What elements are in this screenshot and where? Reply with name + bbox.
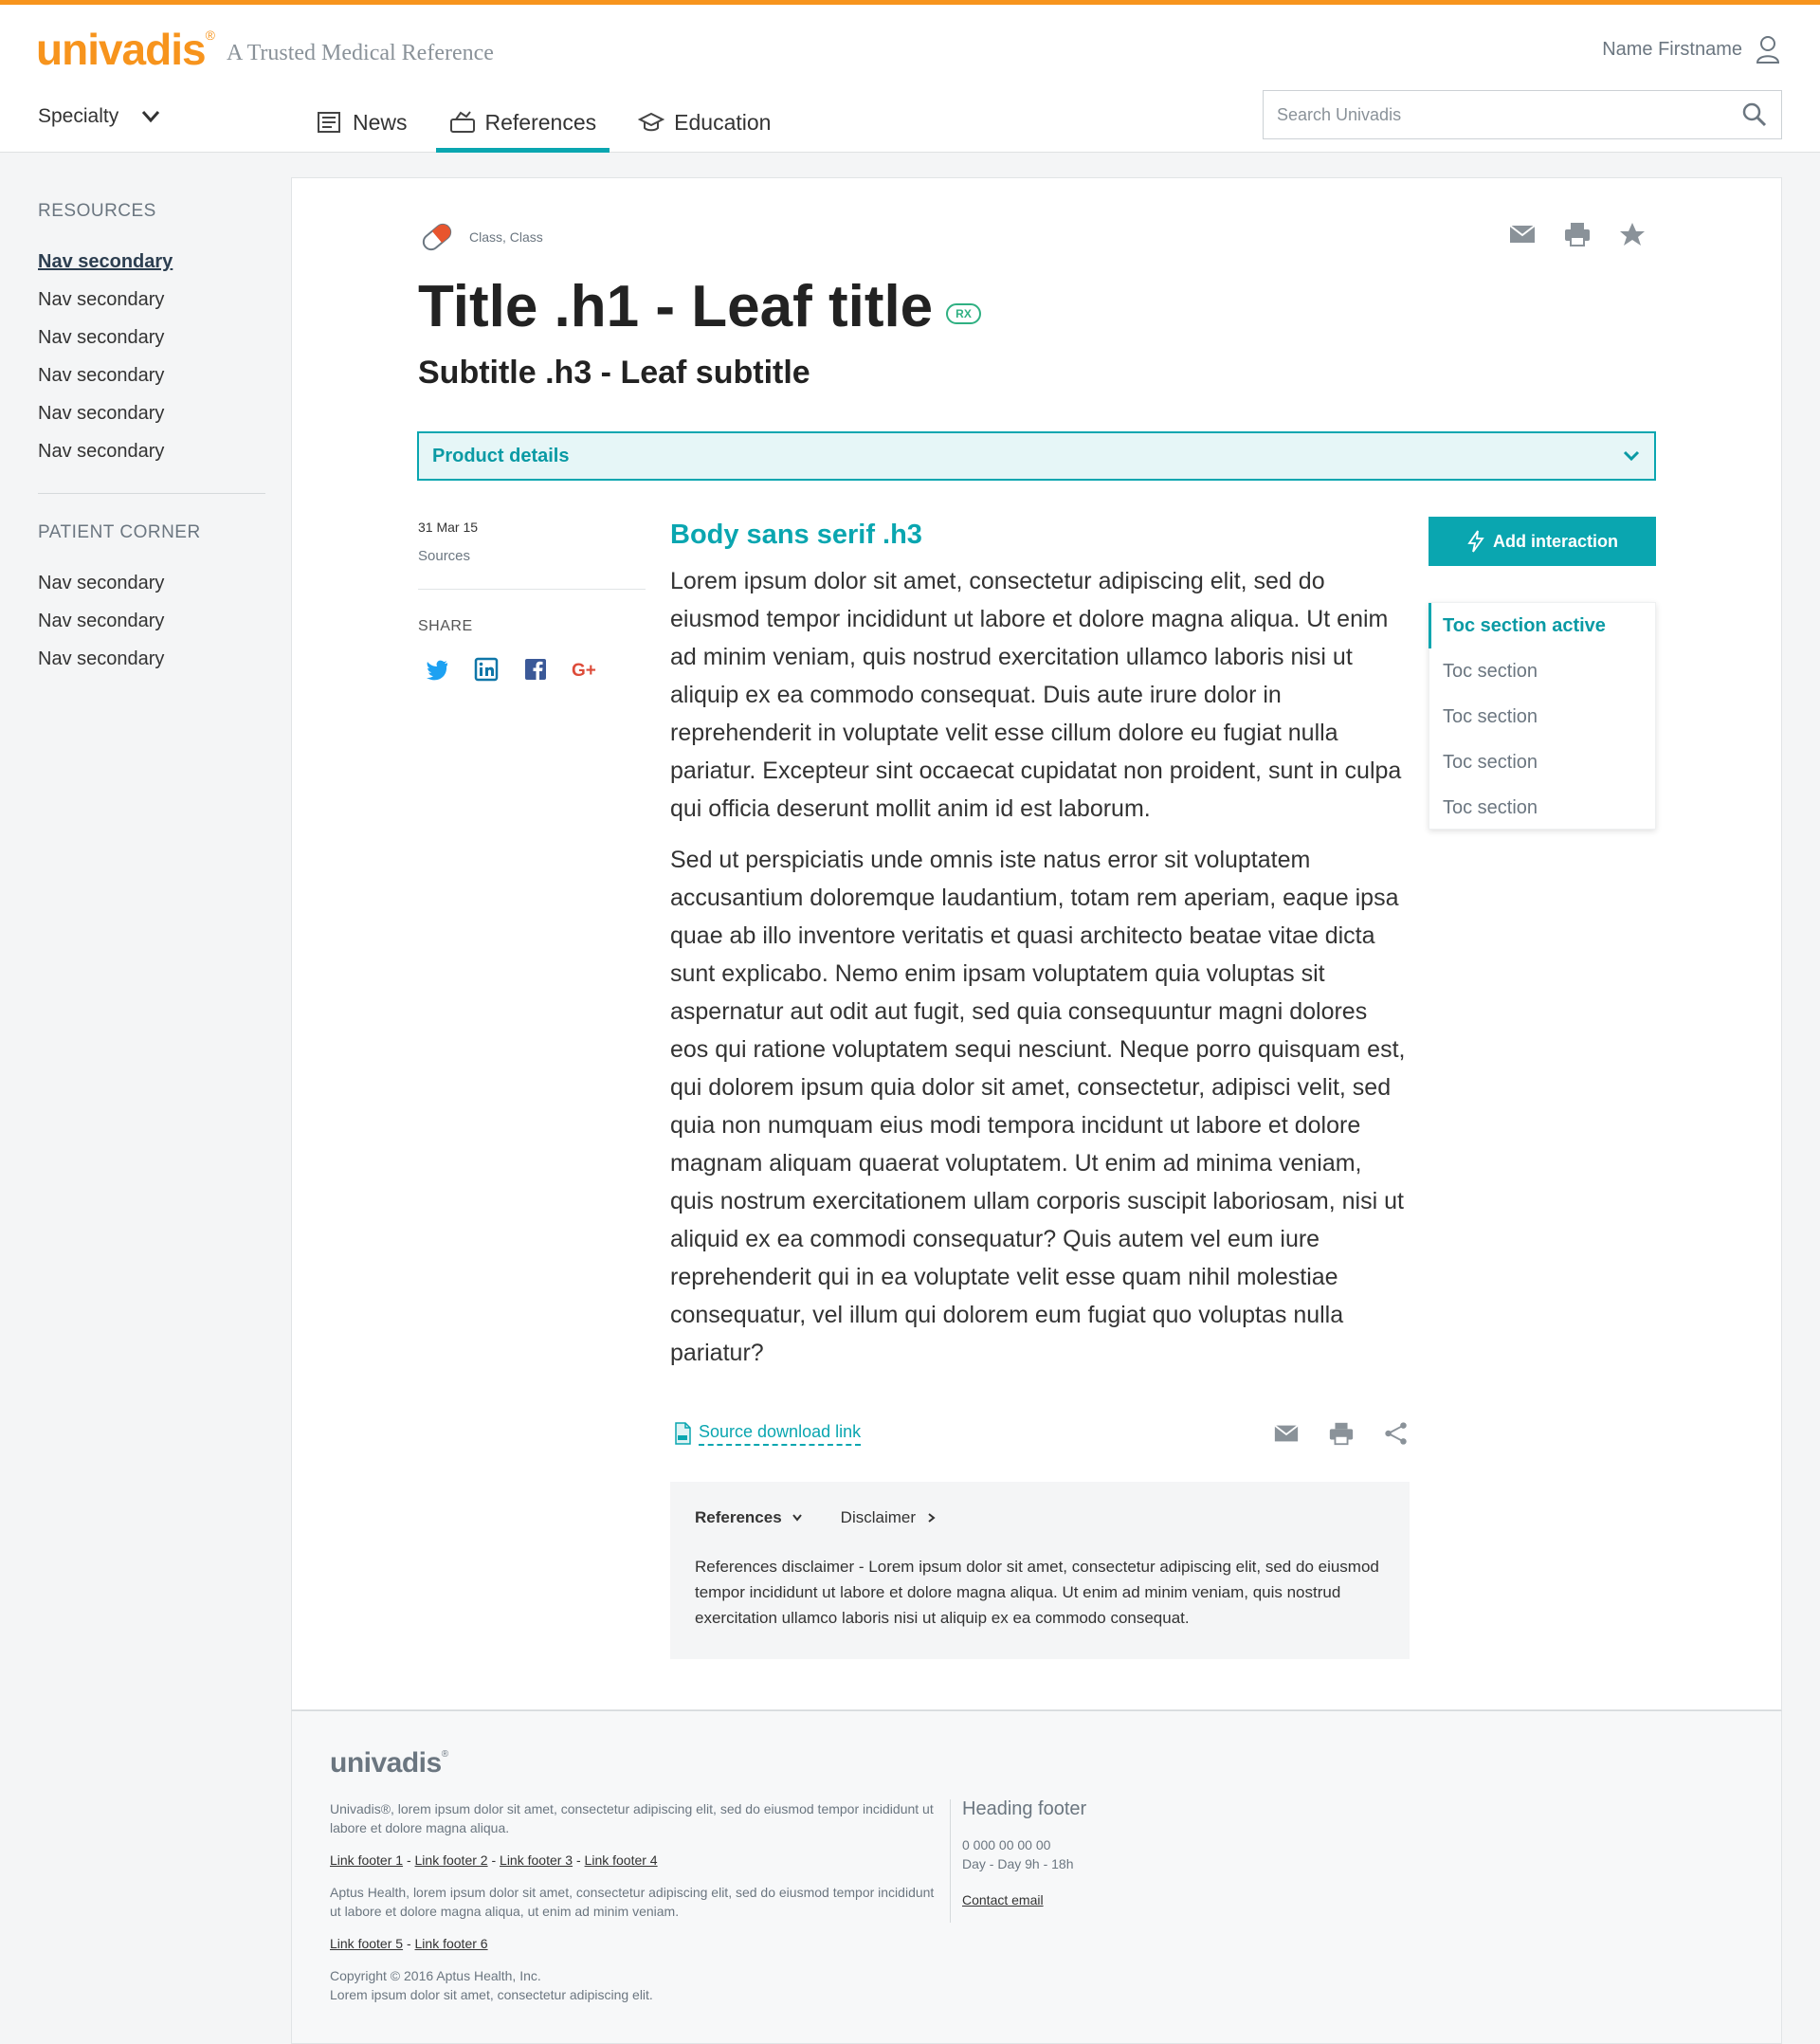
pill-icon [418,220,456,254]
tab-disclaimer-label: Disclaimer [840,1508,917,1526]
footer-heading: Heading footer [962,1798,1087,1819]
footer-contact-email[interactable]: Contact email [962,1892,1044,1907]
rx-badge: RX [946,303,981,324]
article-body [670,520,1410,1385]
nav-news-label: News [353,109,408,135]
footer-divider [950,1799,951,1923]
footer-text: Univadis®, lorem ipsum dolor sit amet, consectetur adipiscing elit, sed do eiusmod tempor incididunt ut labore et dolore magna aliqua. [330,1801,934,1835]
body-paragraph: Lorem ipsum dolor sit amet, consectetur adipiscing elit, sed do eiusmod tempor incididunt ut labore et dolore magna aliqua. Ut enim ad minim veniam, quis nostrud exercitation ullamco laboris nisi ut aliquip ex ea commodo consequat. Duis aute irure dolor in reprehenderit in voluptate velit esse cillum dolore eu fugiat nulla pariatur. Excepteur sint occaecat cupidatat non proident, sunt in culpa qui officia deserunt mollit anim id est laborum. [670,568,1402,822]
resources-heading: RESOURCES [38,201,156,221]
article-top-actions [1508,221,1647,247]
footer-copyright: Copyright © 2016 Aptus Health, Inc. [330,1968,541,1983]
add-interaction-button[interactable] [1429,517,1656,566]
references-tabs [695,1508,1385,1527]
specialty-dropdown[interactable] [38,105,160,128]
page-title-text: Title .h1 - Leaf title [418,274,934,339]
nav-education[interactable] [625,92,784,153]
logo-text: univadis [36,25,206,74]
patient-corner-heading: PATIENT CORNER [38,522,201,542]
nav-references-label: References [484,109,597,135]
references-icon [449,110,476,135]
source-download-label: Source download link [699,1422,861,1446]
user-menu[interactable] [1602,35,1780,64]
footer-link[interactable]: Link footer 2 [414,1852,488,1868]
article-date: 31 Mar 15 [418,520,479,535]
share-label: SHARE [418,618,473,634]
footer-contact [962,1799,1086,1909]
newspaper-icon [317,110,343,135]
footer-link[interactable]: Link footer 1 [330,1852,404,1868]
chevron-down-icon [141,110,160,123]
table-of-contents [1429,602,1656,830]
user-icon [1756,35,1780,64]
footer-link[interactable]: Link footer 5 [330,1936,404,1951]
sidebar-item-resource[interactable]: Nav secondary [38,327,165,348]
sidebar-item-resource[interactable]: Nav secondary [38,365,165,386]
facebook-icon[interactable] [522,656,549,683]
lightning-icon [1466,530,1485,553]
footer-logo-registered-mark: ® [441,1749,448,1760]
footer-logo-text: univadis [330,1747,442,1779]
sidebar-item-resource[interactable]: Nav secondary [38,403,165,424]
footer-links-row: Link footer 1 - Link footer 2 - Link footer 3 - Link footer 4 [330,1852,658,1868]
bottom-actions [1273,1420,1410,1447]
article-meta [418,220,543,254]
references-text: References disclaimer - Lorem ipsum dolor sit amet, consectetur adipiscing elit, sed do eiusmod tempor incididunt ut labore et dolore magna aliqua. Ut enim ad minim veniam, quis nostrud exercitation ullamco laboris nisi ut aliquip ex ea commodo consequat. [695,1558,1379,1627]
page-subtitle: Subtitle .h3 - Leaf subtitle [418,355,810,391]
svg-text:G+: G+ [572,661,596,681]
nav-references[interactable] [436,92,610,153]
user-name: Name Firstname [1602,38,1742,60]
references-panel [670,1482,1410,1659]
site-footer [291,1710,1782,2044]
sidebar-item-resource[interactable]: Nav secondary [38,251,173,272]
twitter-icon[interactable] [424,656,450,683]
sidebar-divider [38,493,265,494]
footer-info [330,1799,937,2004]
search-icon[interactable] [1741,101,1768,128]
tab-disclaimer[interactable] [841,1508,937,1527]
univadis-logo[interactable] [36,24,214,75]
share-icon[interactable] [1383,1420,1410,1447]
search-input[interactable] [1277,105,1741,125]
product-details-dropdown[interactable] [417,431,1656,481]
sidebar-item-patient[interactable]: Nav secondary [38,648,165,669]
article-classes: Class, Class [469,229,543,245]
chevron-down-icon [1622,449,1641,463]
chevron-right-icon [925,1512,937,1524]
site-header [0,5,1820,153]
pdf-file-icon [674,1422,691,1445]
email-icon[interactable] [1273,1420,1300,1447]
toc-item[interactable]: Toc section [1443,705,1538,727]
footer-link[interactable]: Link footer 6 [414,1936,488,1951]
star-icon[interactable] [1618,221,1647,247]
body-heading: Body sans serif .h3 [670,520,922,550]
sidebar-item-patient[interactable]: Nav secondary [38,611,165,631]
toc-item-active[interactable]: Toc section active [1429,603,1655,648]
toc-item[interactable]: Toc section [1443,751,1538,773]
nav-news[interactable] [303,92,421,153]
main-nav [303,92,799,153]
sidebar-item-resource[interactable]: Nav secondary [38,441,165,462]
search-box [1263,90,1782,139]
graduation-cap-icon [638,110,664,135]
add-interaction-label: Add interaction [1492,531,1618,551]
email-icon[interactable] [1508,221,1537,247]
article-info-column [418,520,646,683]
footer-text: Aptus Health, lorem ipsum dolor sit amet, consectetur adipiscing elit, sed do eiusmod tempor incididunt ut labore et dolore magna aliqua, ut enim ad minim veniam. [330,1885,935,1919]
print-icon[interactable] [1328,1420,1355,1447]
linkedin-icon[interactable] [473,656,500,683]
sidebar-item-resource[interactable]: Nav secondary [38,289,165,310]
sources-link[interactable]: Sources [418,548,471,564]
info-divider [418,589,646,590]
product-details-label: Product details [432,445,570,466]
footer-link[interactable]: Link footer 3 [500,1852,573,1868]
footer-phone: 0 000 00 00 00 [962,1837,1051,1852]
body-paragraph: Sed ut perspiciatis unde omnis iste natus error sit voluptatem accusantium doloremque laudantium, totam rem aperiam, eaque ipsa quae ab illo inventore veritatis et quasi architecto beatae vitae dicta sunt explicabo. Nemo enim ipsam voluptatem quia voluptas sit aspernatur aut odit aut fugit, sed quia consequuntur magni dolores eos qui ratione voluptatem sequi nesciunt. Neque porro quisquam est, qui dolorem ipsum quia dolor sit amet, consectetur, adipisci velit, sed quia non numquam eius modi tempora incidunt ut labore et dolore magnam aliquam quaerat voluptatem. Ut enim ad minima veniam, quis nostrum exercitationem ullam corporis suscipit laboriosam, nisi ut aliquid ex ea commodi consequatur? Quis autem vel eum iure reprehenderit qui in ea voluptate velit esse quam nihil molestiae consequatur, vel illum qui dolorem eum fugiat quo voluptas nulla pariatur? [670,847,1406,1366]
toc-item[interactable]: Toc section [1443,796,1538,818]
source-row [674,1420,1410,1447]
toc-item[interactable]: Toc section [1443,660,1538,682]
chevron-down-icon [792,1512,803,1524]
article-card [291,177,1782,1710]
page-title [418,273,981,340]
logo-registered-mark: ® [205,27,214,43]
share-buttons [418,656,646,683]
nav-education-label: Education [674,109,772,135]
footer-copyright-sub: Lorem ipsum dolor sit amet, consectetur adipiscing elit. [330,1987,653,2002]
footer-logo[interactable] [330,1747,448,1779]
google-plus-icon[interactable] [572,656,598,683]
footer-hours: Day - Day 9h - 18h [962,1856,1074,1871]
footer-link[interactable]: Link footer 4 [584,1852,658,1868]
print-icon[interactable] [1563,221,1592,247]
tagline: A Trusted Medical Reference [227,41,494,65]
source-download-link[interactable] [674,1422,861,1446]
secondary-sidebar [38,201,265,678]
sidebar-item-patient[interactable]: Nav secondary [38,573,165,593]
footer-links-row: Link footer 5 - Link footer 6 [330,1936,488,1951]
tab-references[interactable] [695,1508,803,1527]
tab-references-label: References [695,1508,782,1526]
specialty-label: Specialty [38,105,119,127]
